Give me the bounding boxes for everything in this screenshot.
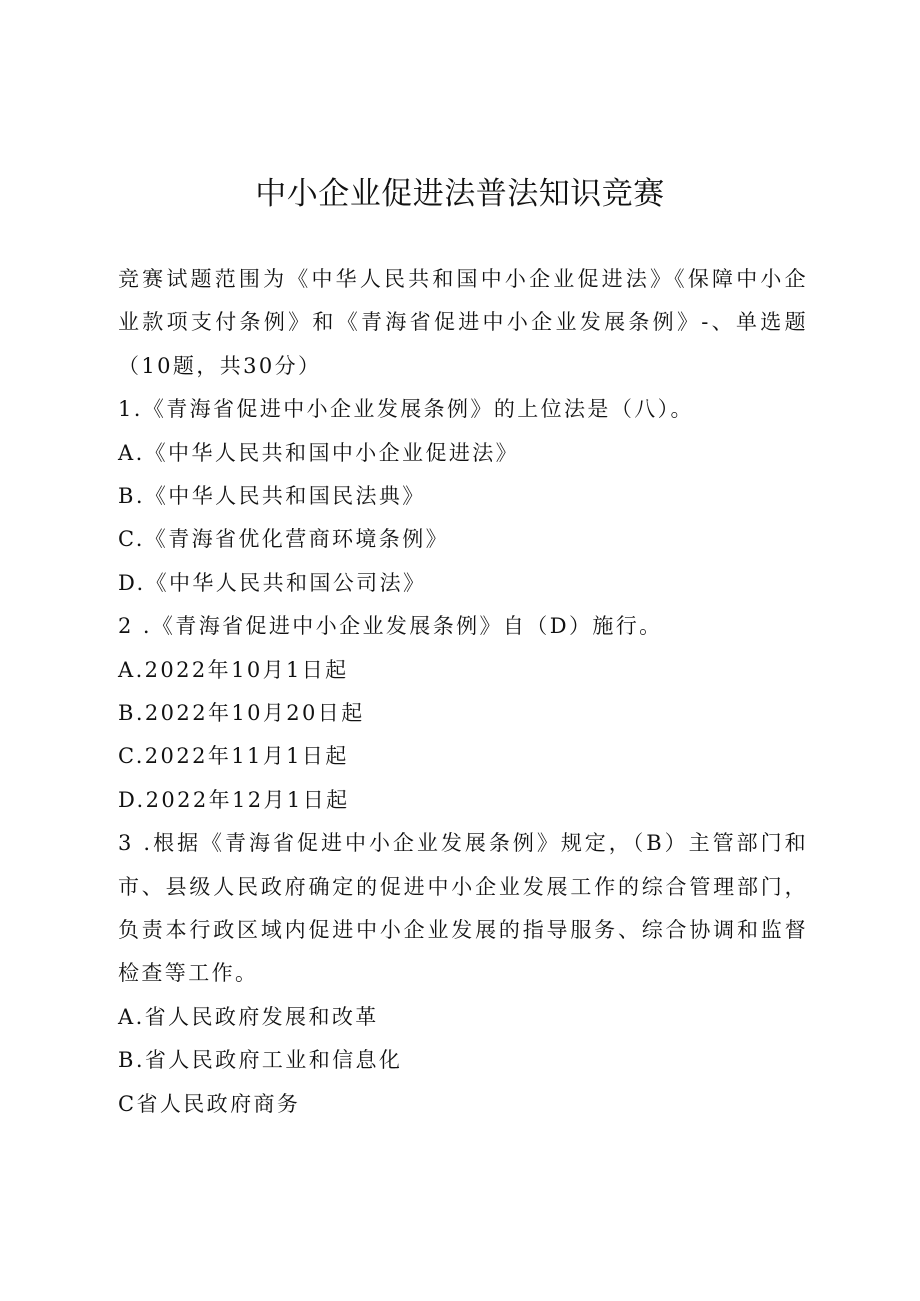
answer-option: D.2022年12月1日起	[118, 787, 350, 812]
answer-option: A.省人民政府发展和改革	[118, 1004, 379, 1029]
answer-option: A.2022年10月1日起	[118, 657, 349, 682]
answer-option: C.《青海省优化营商环境条例》	[118, 527, 449, 552]
answer-option: D.《中华人民共和国公司法》	[118, 570, 427, 595]
answer-option: B.省人民政府工业和信息化	[118, 1048, 403, 1073]
answer-option: C省人民政府商务	[118, 1091, 301, 1116]
answer-option: B.《中华人民共和国民法典》	[118, 484, 426, 508]
question-2	[118, 605, 808, 822]
question-stem: 1.《青海省促进中小企业发展条例》的上位法是（八）。	[118, 397, 694, 422]
question-stem: 3 .根据《青海省促进中小企业发展条例》规定，（B）主管部门和市、县级人民政府确定的促进中小企业发展工作的综合管理部门，负责本行政区域内促进中小企业发展的指导服务、综合协调和监督检查等工作。	[118, 831, 808, 986]
answer-option: B.2022年10月20日起	[118, 700, 365, 725]
question-3	[118, 822, 808, 1126]
intro-paragraph: 竞赛试题范围为《中华人民共和国中小企业促进法》《保障中小企业款项支付条例》和《青海省促进中小企业发展条例》-、单选题（10题，共30分）	[118, 267, 808, 378]
answer-option: C.2022年11月1日起	[118, 744, 349, 769]
question-stem: 2 .《青海省促进中小企业发展条例》自（D）施行。	[118, 614, 663, 639]
document-body	[118, 258, 808, 1126]
document-title: 中小企业促进法普法知识竞赛	[255, 176, 665, 212]
answer-option: A.《中华人民共和国中小企业促进法》	[118, 440, 520, 465]
question-1	[118, 388, 808, 605]
